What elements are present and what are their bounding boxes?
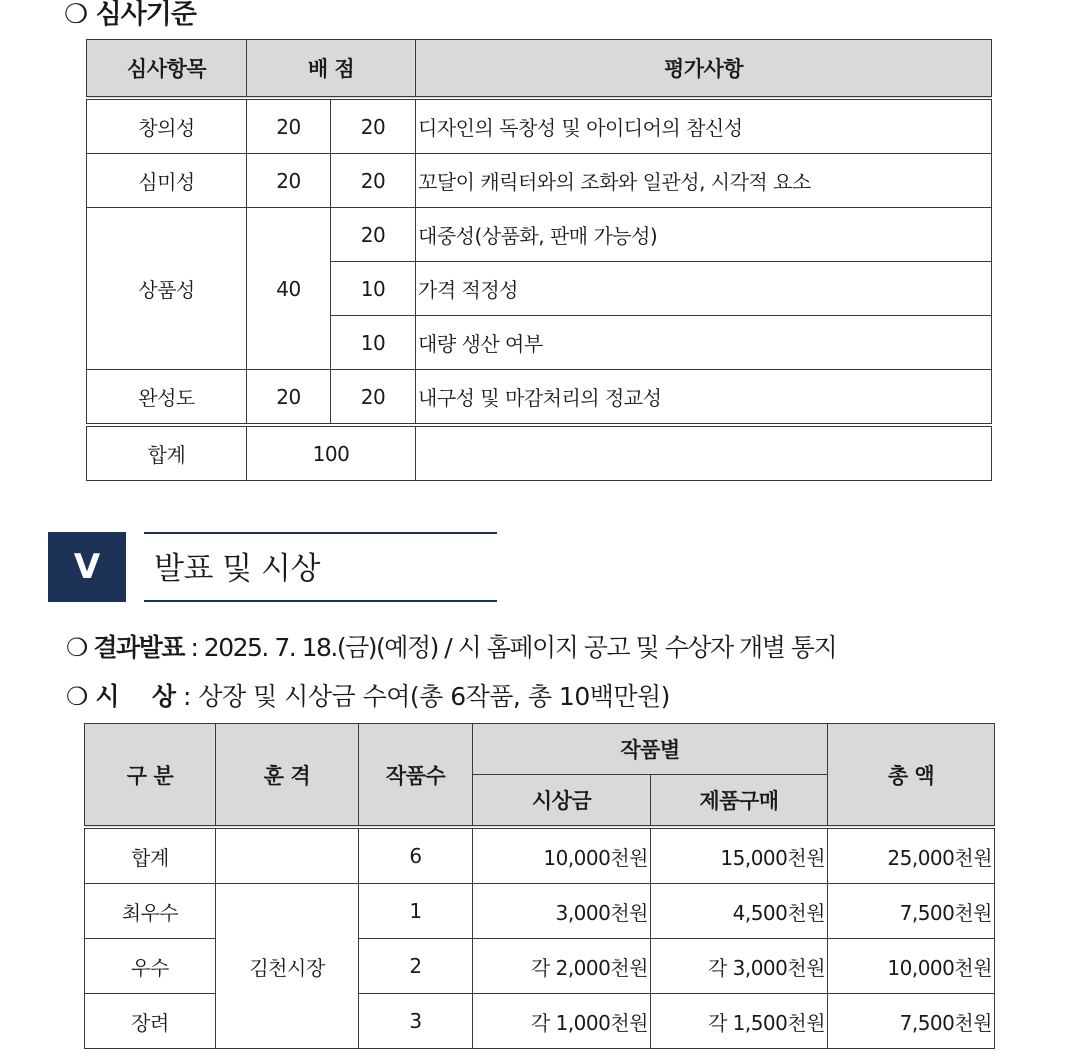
- section-number: V: [48, 532, 126, 602]
- announce-bullet: ❍: [66, 633, 87, 662]
- award-count: 1: [359, 884, 473, 939]
- award-bullet: ❍: [66, 682, 88, 711]
- award-purchase: 각 3,000천원: [651, 939, 828, 994]
- award-purchase: 각 1,500천원: [651, 994, 828, 1049]
- award-category: 최우수: [85, 884, 216, 939]
- total-label: 합계: [87, 425, 247, 481]
- criteria-score: 20: [247, 370, 331, 426]
- table-row: [87, 370, 992, 426]
- award-header-row: [85, 724, 995, 775]
- section-divider-top: [144, 532, 497, 534]
- award-line: [66, 677, 670, 713]
- table-row: [87, 154, 992, 208]
- award-prize: 각 1,000천원: [473, 994, 651, 1049]
- section-title: 발표 및 시상: [154, 551, 320, 587]
- criteria-header-row: [87, 40, 992, 99]
- criteria-description: 꼬달이 캐릭터와의 조화와 일관성, 시각적 요소: [416, 154, 992, 208]
- table-row: [85, 827, 995, 884]
- criteria-subscore: 20: [331, 370, 416, 426]
- total-value: 100: [247, 425, 416, 481]
- criteria-score: 20: [247, 154, 331, 208]
- award-total: 7,500천원: [828, 884, 995, 939]
- table-row: [85, 884, 995, 939]
- header-description: 평가사항: [416, 40, 992, 99]
- criteria-total-row: [87, 425, 992, 481]
- criteria-description: 디자인의 독창성 및 아이디어의 참신성: [416, 98, 992, 154]
- award-total: 7,500천원: [828, 994, 995, 1049]
- award-prize: 3,000천원: [473, 884, 651, 939]
- criteria-subscore: 20: [331, 98, 416, 154]
- header-per-work: 작품별: [473, 724, 828, 775]
- award-text: : 상장 및 시상금 수여(총 6작품, 총 10백만원): [182, 682, 670, 711]
- section-divider-bottom: [144, 600, 497, 602]
- award-purchase: 4,500천원: [651, 884, 828, 939]
- header-total: 총 액: [828, 724, 995, 828]
- criteria-description: 대중성(상품화, 판매 가능성): [416, 208, 992, 262]
- award-count: 3: [359, 994, 473, 1049]
- criteria-description: 가격 적정성: [416, 262, 992, 316]
- criteria-subscore: 10: [331, 262, 416, 316]
- total-empty: [416, 425, 992, 481]
- award-title: [216, 827, 359, 884]
- award-label: 시 상: [95, 682, 176, 711]
- criteria-score: 40: [247, 208, 331, 370]
- criteria-subscore: 20: [331, 208, 416, 262]
- criteria-item: 창의성: [87, 98, 247, 154]
- announce-label: 결과발표: [93, 633, 184, 662]
- criteria-item: 상품성: [87, 208, 247, 370]
- criteria-subscore: 20: [331, 154, 416, 208]
- header-prize: 시상금: [473, 775, 651, 828]
- award-table: [84, 723, 995, 1049]
- criteria-subscore: 10: [331, 316, 416, 370]
- criteria-item: 완성도: [87, 370, 247, 426]
- award-count: 6: [359, 827, 473, 884]
- award-category: 우수: [85, 939, 216, 994]
- table-row: [87, 98, 992, 154]
- award-category: 장려: [85, 994, 216, 1049]
- criteria-score: 20: [247, 98, 331, 154]
- header-count: 작품수: [359, 724, 473, 828]
- criteria-table: [86, 39, 992, 481]
- announce-line: [66, 628, 836, 664]
- header-score: 배 점: [247, 40, 416, 99]
- criteria-description: 내구성 및 마감처리의 정교성: [416, 370, 992, 426]
- award-count: 2: [359, 939, 473, 994]
- table-row: [87, 208, 992, 262]
- award-total: 25,000천원: [828, 827, 995, 884]
- award-total: 10,000천원: [828, 939, 995, 994]
- award-category: 합계: [85, 827, 216, 884]
- criteria-description: 대량 생산 여부: [416, 316, 992, 370]
- award-prize: 10,000천원: [473, 827, 651, 884]
- criteria-item: 심미성: [87, 154, 247, 208]
- award-prize: 각 2,000천원: [473, 939, 651, 994]
- criteria-heading: ❍ 심사기준: [64, 0, 196, 30]
- header-category: 구 분: [85, 724, 216, 828]
- header-title: 훈 격: [216, 724, 359, 828]
- award-title: 김천시장: [216, 884, 359, 1049]
- award-purchase: 15,000천원: [651, 827, 828, 884]
- header-item: 심사항목: [87, 40, 247, 99]
- header-purchase: 제품구매: [651, 775, 828, 828]
- announce-text: : 2025. 7. 18.(금)(예정) / 시 홈페이지 공고 및 수상자 개별 통지: [190, 633, 837, 662]
